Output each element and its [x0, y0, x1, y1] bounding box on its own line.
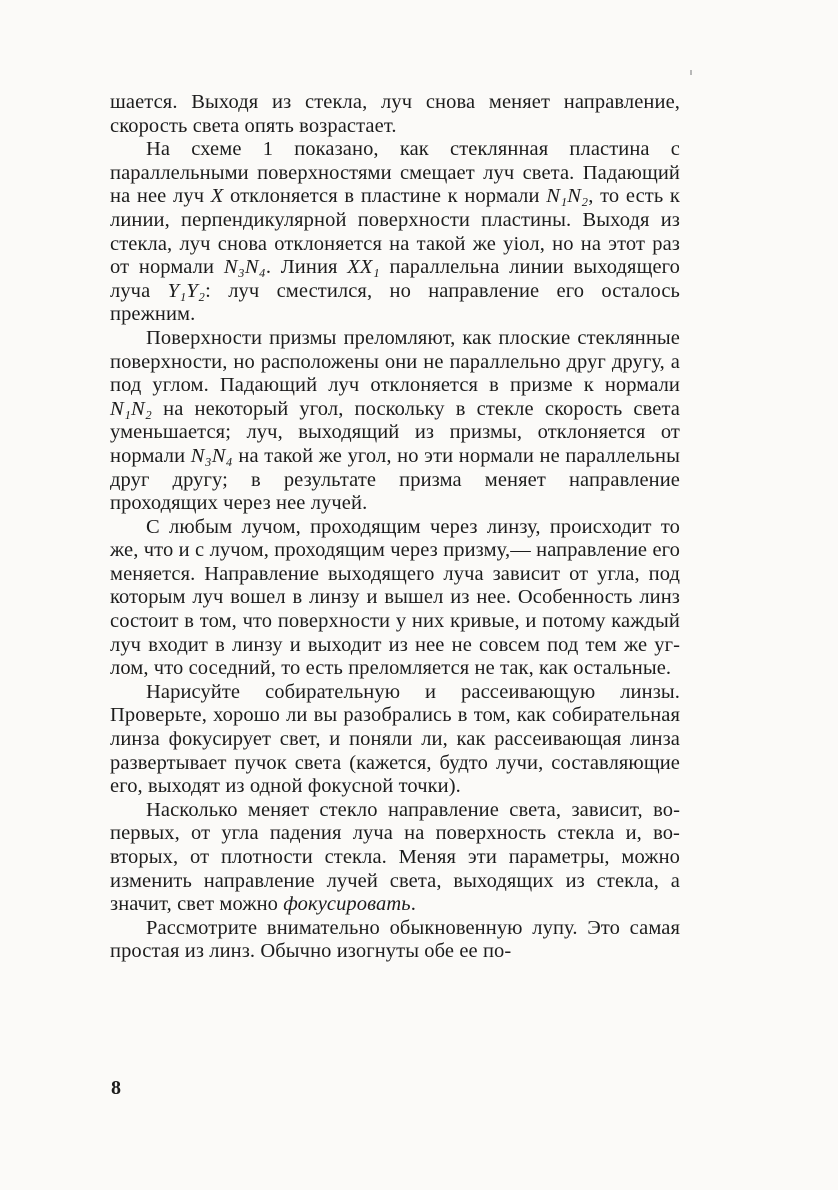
page-number: 8	[111, 1077, 121, 1099]
paragraph	[110, 327, 680, 516]
text-run: Поверхности призмы преломляют, как плоские стеклянные поверхности, но расположены они не параллельно друг другу, а под углом. Падающий луч отклоняется в призме к нормали	[110, 326, 680, 397]
text-run: .	[410, 893, 416, 916]
text-run: На схеме 1 показано, как стеклянная пластина с параллельными поверхностями смещает луч света. Падающий на нее луч	[110, 138, 680, 208]
page-speck	[690, 70, 692, 75]
italic-term: XX₁	[347, 256, 380, 279]
text-run: , то есть к линии, перпендикулярной поверхности пластины. Выходя из стекла, луч снова отклоняется на такой же уiол, но на этот раз от нормали	[110, 185, 680, 279]
italic-term: N₃N₄	[223, 256, 266, 279]
text-run: параллельна линии выходящего луча	[110, 256, 681, 302]
italic-term: N₁N₂	[110, 397, 153, 420]
body-text	[110, 91, 680, 964]
text-run: Насколько меняет стекло направление света, зависит, во-первых, от угла падения луча на поверхность стекла и, во-вторых, от плотности стекла. Меняя эти параметры, можно изменить направление лучей света, выходящих из стекла, а значит, свет можно	[110, 798, 680, 916]
italic-term: N₃N₄	[190, 444, 233, 467]
text-run: на некоторый угол, поскольку в стекле скорость света уменьшается; луч, выходящий из призмы, отклоняется от нормали	[110, 397, 680, 467]
text-run: Рассмотрите внимательно обыкновенную лупу. Это самая простая из линз. Обычно изогнуты обе ее по-	[110, 916, 680, 963]
text-run: . Линия	[265, 256, 348, 279]
paragraph	[110, 799, 680, 917]
paragraph	[110, 516, 680, 681]
text-run: шается. Выходя из стекла, луч снова меняет направление, скорость света опять возрастает.	[110, 91, 680, 137]
paragraph	[110, 681, 680, 799]
italic-term: X	[210, 185, 224, 208]
paragraph	[110, 138, 680, 327]
text-run: С любым лучом, проходящим через линзу, происходит то же, что и с лучом, проходящим через призму,— направление его меняется. Направление выходящего луча зависит от угла, под которым луч вошел в линзу и вышел из нее. Особенность линз состоит в том, что поверхности у них кривые, и потому каждый луч входит в линзу и выходит из нее не совсем под тем же углом, что соседний, то есть преломляется не так, как остальные.	[110, 515, 680, 680]
italic-term: N₁N₂	[546, 185, 589, 208]
paragraph	[110, 917, 680, 964]
text-run: отклоняется в пластине к нормали	[223, 185, 547, 208]
italic-term: Y₁Y₂	[167, 279, 206, 302]
text-run: Нарисуйте собирательную и рассеивающую линзы. Проверьте, хорошо ли вы разобрались в том, как собирательная линза фокусирует свет, и поняли ли, как рассеивающая линза развертывает пучок света (кажется, будто лучи, составляющие его, выходят из одной фокусной точки).	[110, 680, 680, 798]
text-run: на такой же угол, но эти нормали не параллельны друг другу; в результате призма меняет направление проходящих через нее лучей.	[110, 444, 681, 515]
paragraph	[110, 91, 680, 138]
text-run: : луч сместился, но направление его осталось прежним.	[110, 279, 680, 326]
italic-term: фокусировать	[283, 893, 411, 916]
